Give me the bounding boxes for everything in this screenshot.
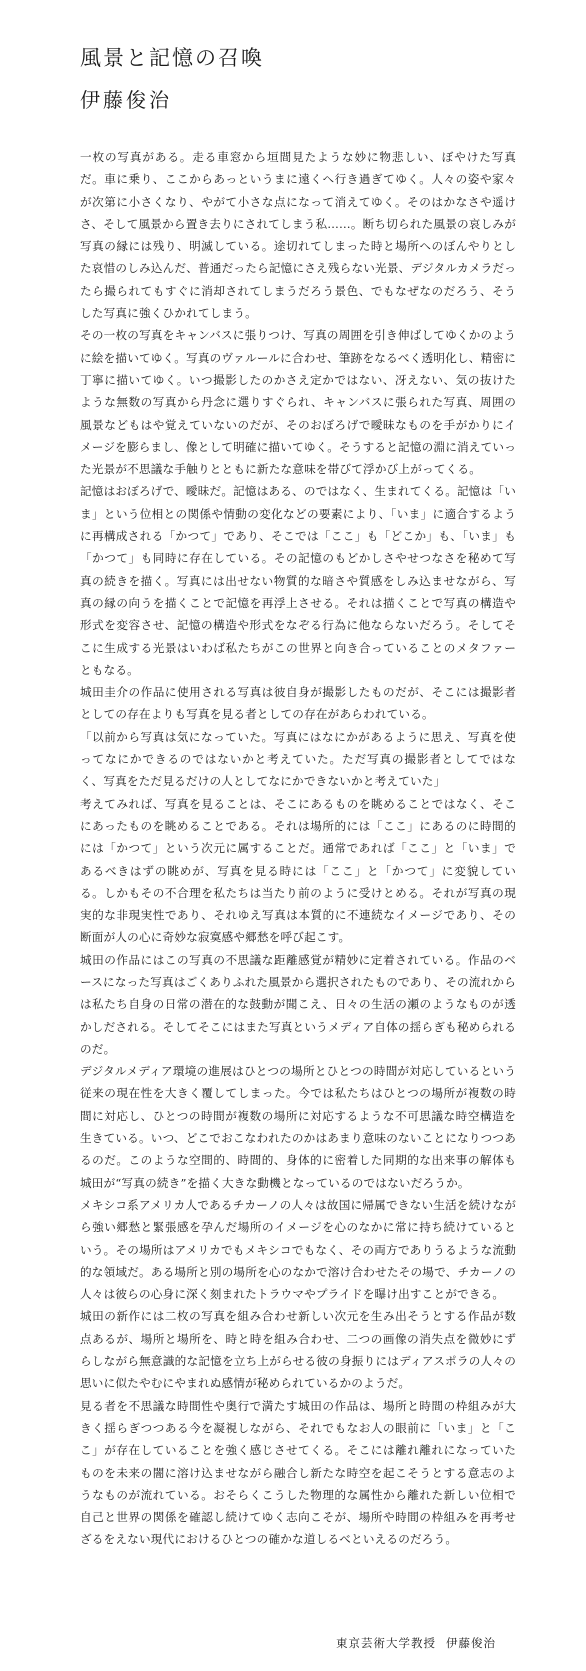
signature-name: 伊藤俊治 xyxy=(446,1636,496,1650)
quote-paragraph: 「以前から写真は気になっていた。写真にはなにかがあるように思え、写真を使ってなにかできるのではないかと考えていた。ただ写真の撮影者としてではなく、写真をただ見るだけの人としてなにかできないかと考えていた」 xyxy=(80,729,516,789)
paragraph: 一枚の写真がある。走る車窓から垣間見たような妙に物悲しい、ぼやけた写真だ。車に乗り、ここからあっというまに遠くへ行き過ぎてゆく。人々の姿や家々が次第に小さくなり、やがて小さな点になって消えてゆく。そのはかなさや遥けさ、そして風景から置き去りにされてしまう私……。断ち切られた風景の哀しみが写真の縁には残り、明滅している。途切れてしまった時と場所へのぼんやりとした哀惜のしみ込んだ、普通だったら記憶にさえ残らない光景、デジタルカメラだったら撮られてもすぐに消却されてしまうだろう景色、でもなぜなのだろう、そうした写真に強くひかれてしまう。 xyxy=(80,150,516,321)
essay-body xyxy=(80,146,516,1551)
paragraph: 考えてみれば、写真を見ることは、そこにあるものを眺めることではなく、そこにあったものを眺めることである。それは場所的には「ここ」にあるのに時間的には「かつて」という次元に属することだ。通常であれば「ここ」と「いま」であるべきはずの眺めが、写真を見る時には「ここ」と「かつて」に変貌している。しかもその不合理を私たちは当たり前のように受けとめる。それが写真の現実的な非現実性であり、それゆえ写真は本質的に不連続なイメージであり、その断面が人の心に奇妙な寂寞感や郷愁を呼び起こす。 xyxy=(80,796,516,945)
paragraph: 見る者を不思議な時間性や奥行で満たす城田の作品は、場所と時間の枠組みが大きく揺らぎつつある今を凝視しながら、それでもなお人の眼前に「いま」と「ここ」が存在していることを強く感じさせてくる。そこには離れ離れになっていたものを未来の闇に溶け込ませながら融合し新たな時空を起こそうとする意志のようなものが流れている。おそらくこうした物理的な属性から離れた新しい位相で自己と世界の関係を確認し続けてゆく志向こそが、場所や時間の枠組みを再考せざるをえない現代におけるひとつの確かな道しるべといえるのだろう。 xyxy=(80,1398,516,1547)
paragraph: 城田の作品にはこの写真の不思議な距離感覚が精妙に定着されている。作品のベースになった写真はごくありふれた風景から選択されたものであり、その流れからは私たち自身の日常の潜在的な鼓動が聞こえ、日々の生活の瀬のようなものが透かしだされる。そしてそこにはまた写真というメディア自体の揺らぎも秘められるのだ。 xyxy=(80,952,516,1056)
paragraph: その一枚の写真をキャンバスに張りつけ、写真の周囲を引き伸ばしてゆくかのように絵を描いてゆく。写真のヴァルールに合わせ、筆跡をなるべく透明化し、精密に丁寧に描いてゆく。いつ撮影したのかさえ定かではない、冴えない、気の抜けたような無数の写真から丹念に選りすぐられ、キャンバスに張られた写真、周囲の風景などもはや覚えていないのだが、そのおぼろげで曖昧なものを手がかりにイメージを膨らまし、像として明確に描いてゆく。そうすると記憶の淵に消えていった光景が不思議な手触りとともに新たな意味を帯びて浮かび上がってくる。 xyxy=(80,328,516,477)
signature xyxy=(336,1635,496,1651)
paragraph: 城田の新作には二枚の写真を組み合わせ新しい次元を生み出そうとする作品が数点あるが、場所と場所を、時と時を組み合わせ、二つの画像の消失点を微妙にずらしながら無意識的な記憶を立ち上がらせる彼の身振りにはディアスポラの人々の思いに似たやむにやまれぬ感情が秘められているかのようだ。 xyxy=(80,1309,516,1391)
paragraph: 城田圭介の作品に使用される写真は彼自身が撮影したものだが、そこには撮影者としての存在よりも写真を見る者としての存在があらわれている。 xyxy=(80,685,516,722)
paragraph: デジタルメディア環境の進展はひとつの場所とひとつの時間が対応しているという従来の現在性を大きく覆してしまった。今では私たちはひとつの場所が複数の時間に対応し、ひとつの時間が複数の場所に対応するような不可思議な時空構造を生きている。いつ、どこでおこなわれたのかはあまり意味のないことになりつつあるのだ。このような空間的、時間的、身体的に密着した同期的な出来事の解体も城田が“写真の続き”を描く大きな動機となっているのではないだろうか。 xyxy=(80,1064,516,1190)
paragraph: 記憶はおぼろげで、曖昧だ。記憶はある、のではなく、生まれてくる。記憶は「いま」という位相との関係や情動の変化などの要素により、「いま」に適合するように再構成される「かつて」であり、そこでは「ここ」も「どこか」も、「いま」も「かつて」も同時に存在している。その記憶のもどかしさやせつなさを秘めて写真の続きを描く。写真には出せない物質的な暗さや質感をしみ込ませながら、写真の縁の向うを描くことで記憶を再浮上させる。それは描くことで写真の構造や形式を変容させ、記憶の構造や形式をなぞる行為に他ならないだろう。そしてそこに生成する光景はいわば私たちがこの世界と向き合っていることのメタファーともなる。 xyxy=(80,484,516,677)
author-name: 伊藤俊治 xyxy=(80,88,172,112)
paragraph: メキシコ系アメリカ人であるチカーノの人々は故国に帰属できない生活を続けながら強い郷愁と緊張感を孕んだ場所のイメージを心のなかに常に持ち続けているという。その場所はアメリカでもメキシコでもなく、その両方でありうるような流動的な領域だ。ある場所と別の場所を心のなかで溶け合わせたその場で、チカーノの人々は彼らの心身に深く刻まれたトラウマやプライドを曝け出すことができる。 xyxy=(80,1197,516,1302)
essay-title: 風景と記憶の召喚 xyxy=(80,46,264,70)
signature-affiliation: 東京芸術大学教授 xyxy=(336,1636,436,1650)
